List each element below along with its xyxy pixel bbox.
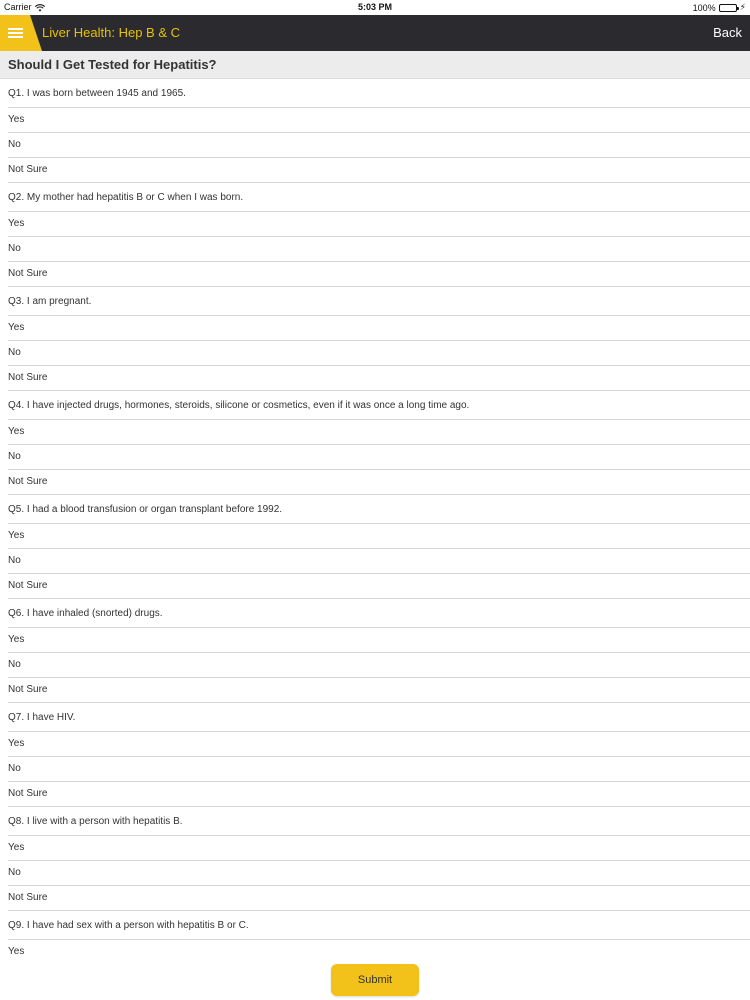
status-bar	[0, 0, 750, 15]
question-text: Q4. I have injected drugs, hormones, steroids, silicone or cosmetics, even if it was once a long time ago.	[8, 391, 750, 420]
answer-option-not-sure[interactable]: Not Sure	[8, 678, 750, 703]
answer-option-yes[interactable]: Yes	[8, 524, 750, 549]
answer-option-no[interactable]: No	[8, 445, 750, 470]
answer-option-yes[interactable]: Yes	[8, 946, 25, 957]
section-header	[0, 51, 750, 79]
status-time: 5:03 PM	[357, 2, 392, 12]
answer-option-yes[interactable]: Yes	[8, 420, 750, 445]
questions-list	[0, 79, 750, 965]
question-text: Q7. I have HIV.	[8, 703, 750, 732]
question-text: Q5. I had a blood transfusion or organ transplant before 1992.	[8, 495, 750, 524]
answer-option-yes[interactable]: Yes	[8, 732, 750, 757]
charging-icon: ⚡	[739, 2, 746, 12]
app-title: Liver Health: Hep B & C	[42, 25, 181, 40]
answer-option-no[interactable]: No	[8, 653, 750, 678]
battery-percent: 100%	[692, 2, 716, 13]
carrier-label: Carrier	[4, 2, 32, 12]
answer-option-no[interactable]: No	[8, 133, 750, 158]
question-text: Q3. I am pregnant.	[8, 287, 750, 316]
question-text: Q1. I was born between 1945 and 1965.	[8, 79, 750, 108]
answer-option-no[interactable]: No	[8, 549, 750, 574]
answer-option-not-sure[interactable]: Not Sure	[8, 366, 750, 391]
question-text: Q6. I have inhaled (snorted) drugs.	[8, 599, 750, 628]
answer-option-not-sure[interactable]: Not Sure	[8, 262, 750, 287]
answer-option-no[interactable]: No	[8, 861, 750, 886]
answer-option-not-sure[interactable]: Not Sure	[8, 574, 750, 599]
battery-group	[693, 2, 746, 13]
question-text: Q8. I live with a person with hepatitis B.	[8, 807, 750, 836]
question-text: Q2. My mother had hepatitis B or C when I was born.	[8, 183, 750, 212]
answer-option-no[interactable]: No	[8, 237, 750, 262]
page-title: Should I Get Tested for Hepatitis?	[8, 57, 217, 72]
submit-area	[0, 962, 750, 1000]
answer-option-not-sure[interactable]: Not Sure	[8, 470, 750, 495]
answer-option-yes[interactable]: Yes	[8, 212, 750, 237]
answer-option-yes[interactable]: Yes	[8, 628, 750, 653]
answer-option-yes[interactable]: Yes	[8, 108, 750, 133]
answer-option-no[interactable]: No	[8, 341, 750, 366]
submit-button[interactable]: Submit	[331, 964, 419, 996]
answer-option-not-sure[interactable]: Not Sure	[8, 782, 750, 807]
answer-option-yes[interactable]: Yes	[8, 836, 750, 861]
answer-option-not-sure[interactable]: Not Sure	[8, 158, 750, 183]
back-button[interactable]: Back	[713, 25, 742, 40]
hamburger-menu-icon[interactable]	[0, 15, 42, 51]
battery-icon	[719, 4, 737, 12]
answer-option-yes[interactable]: Yes	[8, 316, 750, 341]
question-text: Q9. I have had sex with a person with hepatitis B or C.	[8, 911, 750, 940]
answer-option-not-sure[interactable]: Not Sure	[8, 886, 750, 911]
nav-bar	[0, 15, 750, 51]
answer-option-no[interactable]: No	[8, 757, 750, 782]
